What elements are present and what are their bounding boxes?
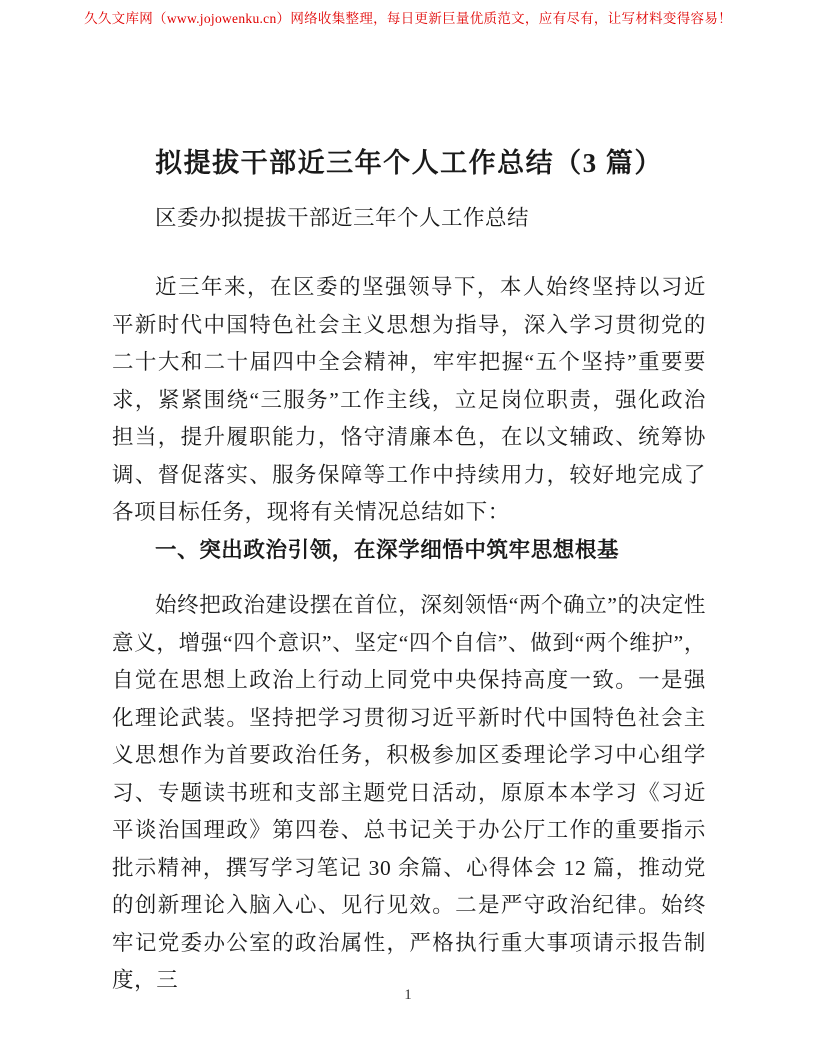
document-subtitle: 区委办拟提拔干部近三年个人工作总结 bbox=[155, 206, 530, 230]
page-number: 1 bbox=[404, 987, 412, 1003]
paragraph-section-1: 始终把政治建设摆在首位，深刻领悟“两个确立”的决定性意义，增强“四个意识”、坚定“四个自信”、做到“两个维护”，自觉在思想上政治上行动上同党中央保持高度一致。一是强化理论武装。坚持把学习贯彻习近平新时代中国特色社会主义思想作为首要政治任务，积极参加区委理论学习中心组学习、专题读书班和支部主题党日活动，原原本本学习《习近平谈治国理政》第四卷、总书记关于办公厅工作的重要指示批示精神，撰写学习笔记 30 余篇、心得体会 12 篇，推动党的创新理论入脑入心、见行见效。二是严守政治纪律。始终牢记党委办公室的政治属性，严格执行重大事项请示报告制度，三 bbox=[112, 593, 706, 992]
document-title: 拟提拔干部近三年个人工作总结（3 篇） bbox=[155, 148, 663, 178]
watermark-header-notice: 久久文库网（www.jojowenku.cn）网络收集整理，每日更新巨量优质范文，应有尽有，让写材料变得容易！ bbox=[84, 11, 732, 26]
paragraph-intro: 近三年来，在区委的坚强领导下，本人始终坚持以习近平新时代中国特色社会主义思想为指导，深入学习贯彻党的二十大和二十届四中全会精神，牢牢把握“五个坚持”重要要求，紧紧围绕“三服务”工作主线，立足岗位职责，强化政治担当，提升履职能力，恪守清廉本色，在以文辅政、统筹协调、督促落实、服务保障等工作中持续用力，较好地完成了各项目标任务，现将有关情况总结如下： bbox=[112, 275, 706, 524]
document-body bbox=[112, 143, 706, 1000]
section-heading-1: 一、突出政治引领，在深学细悟中筑牢思想根基 bbox=[155, 537, 620, 562]
